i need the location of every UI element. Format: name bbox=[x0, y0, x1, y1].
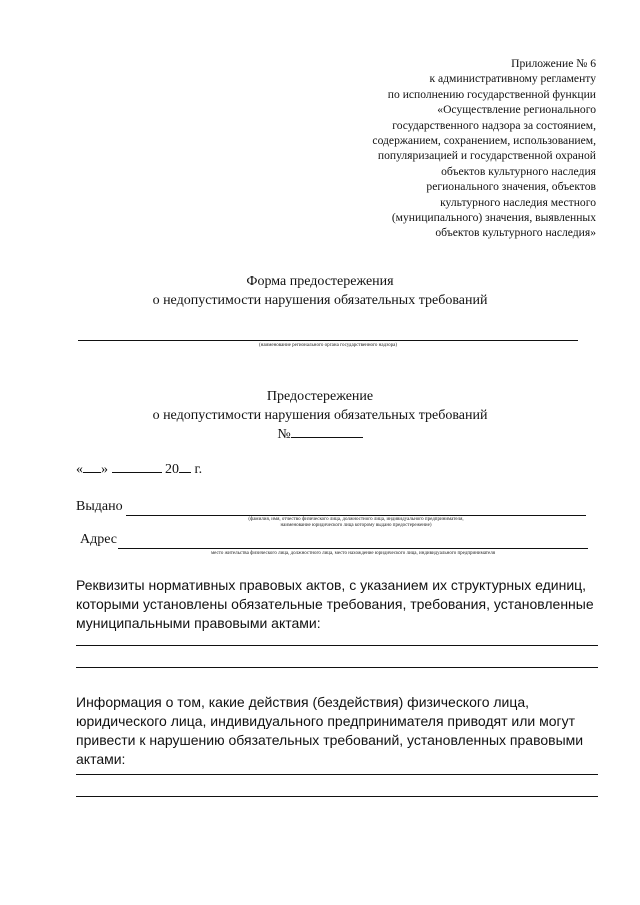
year-prefix: 20 bbox=[165, 462, 179, 477]
month-field[interactable] bbox=[112, 459, 162, 473]
year-suffix: г. bbox=[191, 462, 203, 477]
issued-caption-2: наименование юридического лица которому выдано предостережение) bbox=[280, 523, 432, 528]
number-label: № bbox=[277, 427, 291, 442]
form-title-line1: Форма предостережения bbox=[246, 274, 394, 289]
appendix-line: по исполнению государственной функции bbox=[387, 87, 596, 101]
appendix-line: (муниципального) значения, выявленных bbox=[391, 211, 596, 225]
address-label: Адрес bbox=[80, 532, 118, 547]
requisites-text: Реквизиты нормативных правовых актов, с указанием их структурных единиц, которыми установлены обязательные требования, требования, установленные муниципальными правовыми актами: bbox=[76, 577, 594, 631]
appendix-line: популяризацией и государственной охраной bbox=[377, 149, 596, 163]
requisites-field-1[interactable] bbox=[76, 645, 598, 646]
day-field[interactable] bbox=[83, 459, 101, 473]
appendix-line: культурного наследия местного bbox=[440, 195, 596, 209]
appendix-line: объектов культурного наследия» bbox=[435, 226, 596, 240]
issued-field[interactable] bbox=[126, 515, 586, 516]
appendix-line: «Осуществление регионального bbox=[437, 103, 596, 117]
requisites-field-2[interactable] bbox=[76, 667, 598, 668]
form-title bbox=[0, 272, 640, 310]
appendix-line: Приложение № 6 bbox=[511, 57, 596, 70]
warning-title-line1: Предостережение bbox=[266, 389, 374, 404]
appendix-block bbox=[296, 56, 596, 241]
appendix-line: содержанием, сохранением, использованием, bbox=[372, 134, 596, 148]
information-field-2[interactable] bbox=[76, 796, 598, 797]
date-close-quote: » bbox=[101, 462, 108, 477]
address-caption: место жительства физического лица, должностного лица, место нахождение юридического лица, индивидуального предпринимателя bbox=[211, 551, 495, 556]
issued-caption-1: (фамилия, имя, отчество физического лица, должностного лица, индивидуального предпринимателя, bbox=[248, 517, 464, 522]
information-field-1[interactable] bbox=[76, 774, 598, 775]
form-title-line2: о недопустимости нарушения обязательных требований bbox=[152, 293, 488, 308]
appendix-line: регионального значения, объектов bbox=[426, 180, 596, 194]
appendix-line: государственного надзора за состоянием, bbox=[392, 118, 596, 132]
warning-number-field[interactable] bbox=[291, 425, 363, 438]
address-field[interactable] bbox=[118, 548, 588, 549]
warning-title bbox=[0, 387, 640, 444]
information-text: Информация о том, какие действия (бездействия) физического лица, юридического лица, индивидуального предпринимателя приводят или могут привести к нарушению обязательных требований, установленных правовыми актами: bbox=[76, 694, 584, 767]
date-open-quote: « bbox=[76, 462, 83, 477]
appendix-line: к административному регламенту bbox=[429, 72, 596, 86]
date-row bbox=[76, 459, 202, 478]
warning-number-row bbox=[0, 425, 640, 444]
appendix-line: объектов культурного наследия bbox=[441, 164, 596, 178]
warning-title-line2: о недопустимости нарушения обязательных требований bbox=[152, 408, 488, 423]
organ-name-field[interactable] bbox=[78, 340, 578, 341]
year-field[interactable] bbox=[179, 459, 191, 473]
organ-caption: (наименование регионального органа государственного надзора) bbox=[258, 343, 398, 348]
issued-label: Выдано bbox=[76, 499, 123, 514]
